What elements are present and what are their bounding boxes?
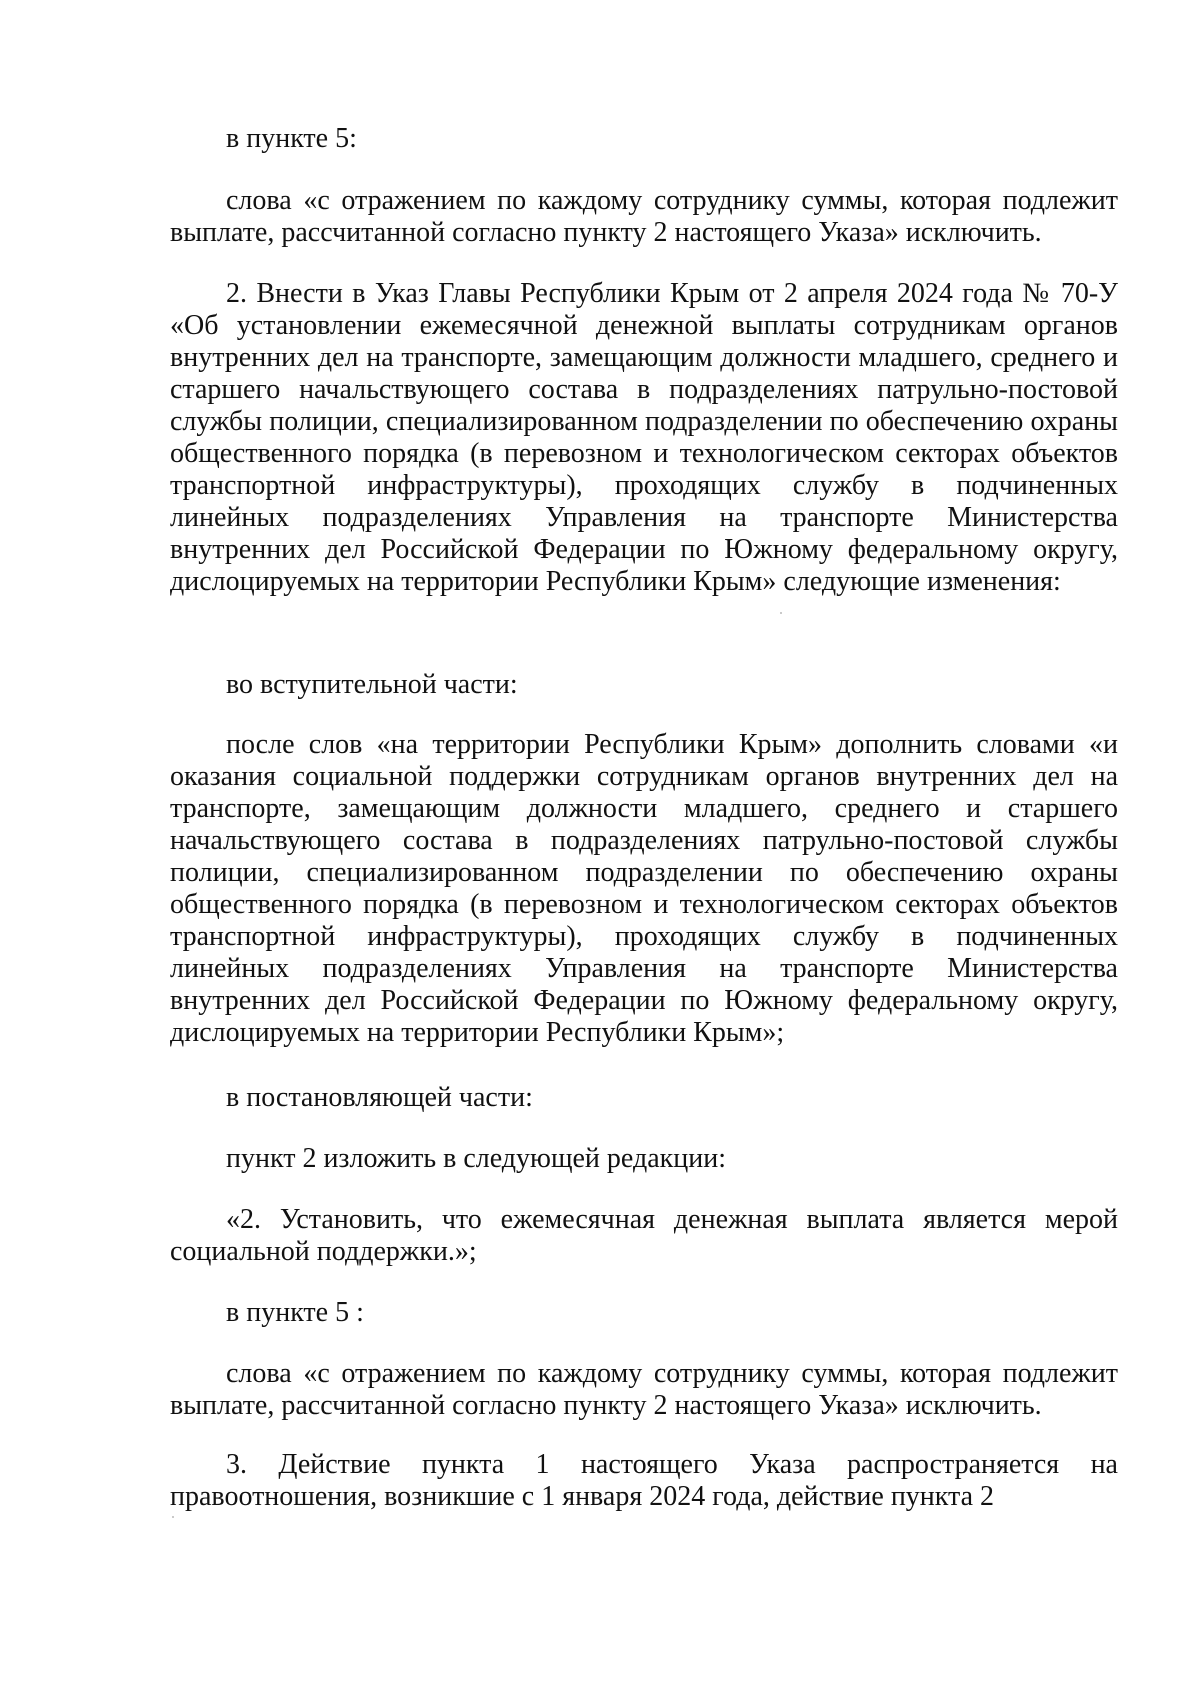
paragraph-operative-heading: в постановляющей части:	[226, 1082, 533, 1113]
scan-speck	[172, 1516, 174, 1518]
paragraph-exclude-words-2: слова «с отражением по каждому сотруднику суммы, которая подлежит выплате, рассчитанной согласно пункту 2 настоящего Указа» исключить.	[170, 1358, 1118, 1421]
scan-speck	[780, 612, 782, 614]
paragraph-item-2-new-text: «2. Установить, что ежемесячная денежная выплата является мерой социальной поддержки.»;	[170, 1204, 1118, 1267]
paragraph-item-5-heading: в пункте 5:	[226, 123, 357, 154]
paragraph-exclude-words: слова «с отражением по каждому сотруднику суммы, которая подлежит выплате, рассчитанной согласно пункту 2 настоящего Указа» исключить.	[170, 185, 1118, 248]
paragraph-add-words: после слов «на территории Республики Крым» дополнить словами «и оказания социальной поддержки сотрудникам органов внутренних дел на транспорте, замещающим должности младшего, среднего и старшего начальствующего состава в подразделениях патрульно-постовой службы полиции, специализированном подразделении по обеспечению охраны общественного порядка (в перевозном и технологическом секторах объектов транспортной инфраструктуры), проходящих службу в подчиненных линейных подразделениях Управления на транспорте Министерства внутренних дел Российской Федерации по Южному федеральному округу, дислоцируемых на территории Республики Крым»;	[170, 729, 1118, 1048]
paragraph-preamble-heading: во вступительной части:	[226, 669, 518, 700]
paragraph-item-5-heading-2: в пункте 5 :	[226, 1297, 364, 1328]
paragraph-section-2-amendments: 2. Внести в Указ Главы Республики Крым от 2 апреля 2024 года № 70-У «Об установлении ежемесячной денежной выплаты сотрудникам органов внутренних дел на транспорте, замещающим должности младшего, среднего и старшего начальствующего состава в подразделениях патрульно-постовой службы полиции, специализированном подразделении по обеспечению охраны общественного порядка (в перевозном и технологическом секторах объектов транспортной инфраструктуры), проходящих службу в подчиненных линейных подразделениях Управления на транспорте Министерства внутренних дел Российской Федерации по Южному федеральному округу, дислоцируемых на территории Республики Крым» следующие изменения:	[170, 278, 1118, 597]
paragraph-item-2-restate: пункт 2 изложить в следующей редакции:	[226, 1143, 726, 1174]
paragraph-section-3-effect: 3. Действие пункта 1 настоящего Указа распространяется на правоотношения, возникшие с 1 января 2024 года, действие пункта 2	[170, 1449, 1118, 1512]
